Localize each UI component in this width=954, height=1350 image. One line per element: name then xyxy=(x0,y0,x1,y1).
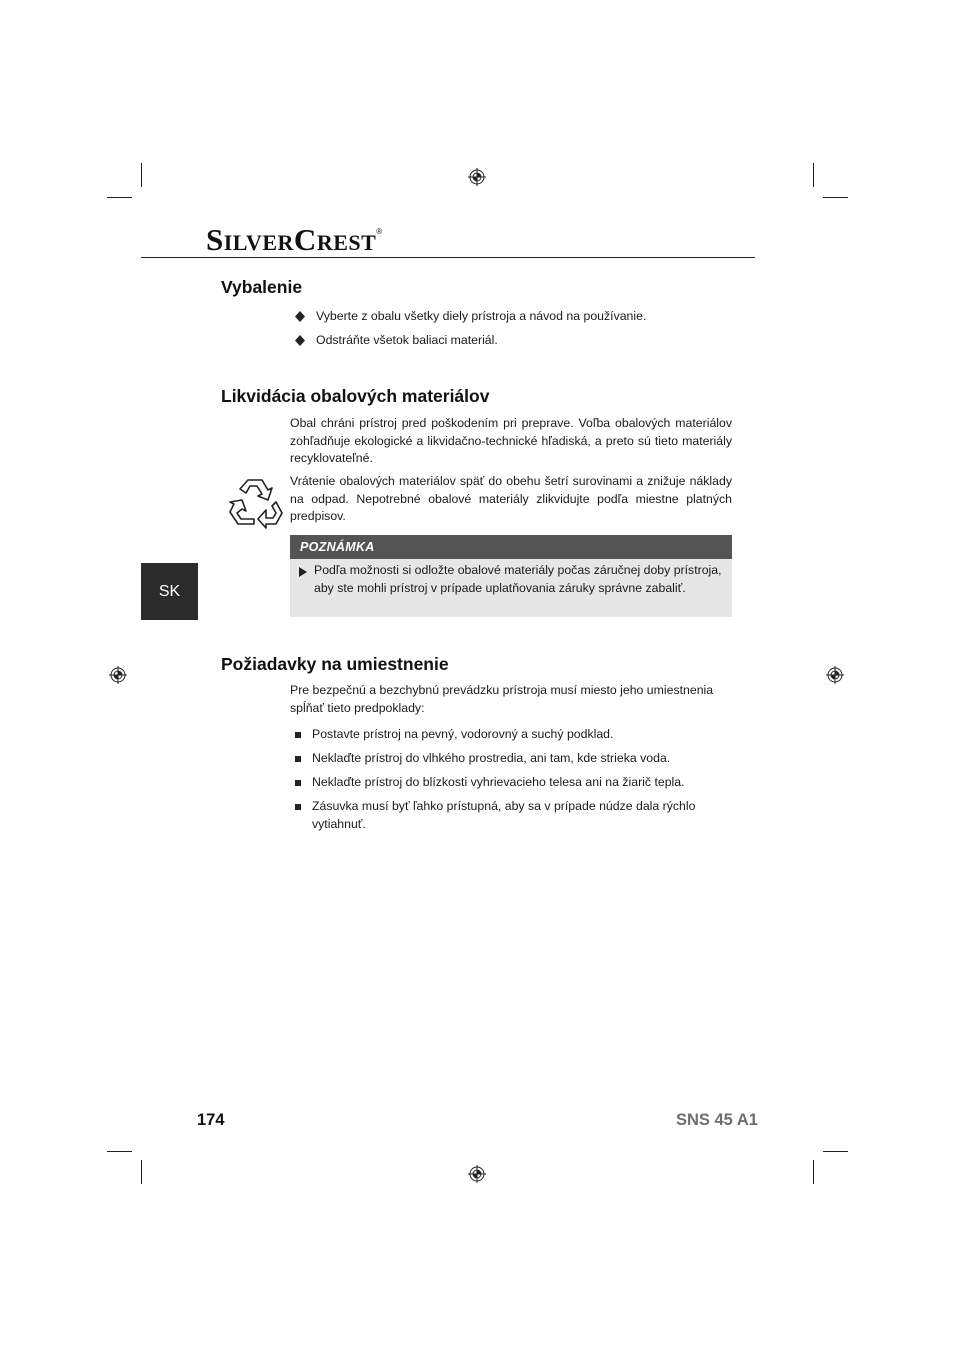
section-title-placement: Požiadavky na umiestnenie xyxy=(221,654,449,674)
section-title-unpacking: Vybalenie xyxy=(221,277,303,297)
note-heading-bar xyxy=(290,535,732,559)
paragraph: Vrátenie obalových materiálov späť do obehu šetrí surovinami a znižuje náklady na odpad. Nepotrebné obalové materiály zlikvidujte podľa miestne platných predpisov. xyxy=(290,474,732,523)
crop-mark xyxy=(823,1151,848,1152)
registration-mark-icon xyxy=(468,1165,486,1183)
diamond-bullet-icon xyxy=(294,308,306,325)
section-title-disposal: Likvidácia obalových materiálov xyxy=(221,386,490,406)
list-item-text: Postavte prístroj na pevný, vodorovný a suchý podklad. xyxy=(312,727,614,741)
crop-mark xyxy=(107,197,132,198)
crop-mark xyxy=(813,163,814,187)
crop-mark xyxy=(823,197,848,198)
recycle-icon xyxy=(226,476,284,530)
diamond-bullet-icon xyxy=(294,332,306,349)
brand-logo: SILVERCREST® xyxy=(206,222,383,257)
square-bullet-icon xyxy=(294,726,304,743)
list-item-text: Neklaďte prístroj do vlhkého prostredia, ani tam, kde strieka voda. xyxy=(312,751,671,765)
crop-mark xyxy=(141,1160,142,1184)
square-bullet-icon xyxy=(294,750,304,767)
header-rule xyxy=(141,257,755,258)
list-item-text: Neklaďte prístroj do blízkosti vyhrievacieho telesa ani na žiarič tepla. xyxy=(312,775,685,789)
model-name: SNS 45 A1 xyxy=(676,1111,758,1129)
square-bullet-icon xyxy=(294,798,304,815)
page-number: 174 xyxy=(197,1111,225,1129)
note-text: Podľa možnosti si odložte obalové materiály počas záručnej doby prístroja, aby ste mohli prístroj v prípade uplatňovania záruky správne zabaliť. xyxy=(314,563,722,595)
note-heading: POZNÁMKA xyxy=(300,540,375,554)
list-item-text: Zásuvka musí byť ľahko prístupná, aby sa v prípade núdze dala rýchlo vytiahnuť. xyxy=(312,799,696,831)
square-bullet-icon xyxy=(294,774,304,791)
crop-mark xyxy=(141,163,142,187)
paragraph: Pre bezpečnú a bezchybnú prevádzku prístroja musí miesto jeho umiestnenia spĺňať tieto predpoklady: xyxy=(290,683,714,715)
crop-mark xyxy=(813,1160,814,1184)
registration-mark-icon xyxy=(826,666,844,684)
registration-mark-icon xyxy=(468,168,486,186)
list-item-text: Vyberte z obalu všetky diely prístroja a návod na používanie. xyxy=(316,309,647,323)
language-tab: SK xyxy=(141,563,198,620)
list-item-text: Odstráňte všetok baliaci materiál. xyxy=(316,333,498,347)
triangle-right-icon xyxy=(298,566,308,578)
crop-mark xyxy=(107,1151,132,1152)
registration-mark-icon xyxy=(109,666,127,684)
paragraph: Obal chráni prístroj pred poškodením pri preprave. Voľba obalových materiálov zohľadňuje ekologické a likvidačno-technické hľadiská, a preto sú tieto materiály recyklovateľné. xyxy=(290,416,732,465)
